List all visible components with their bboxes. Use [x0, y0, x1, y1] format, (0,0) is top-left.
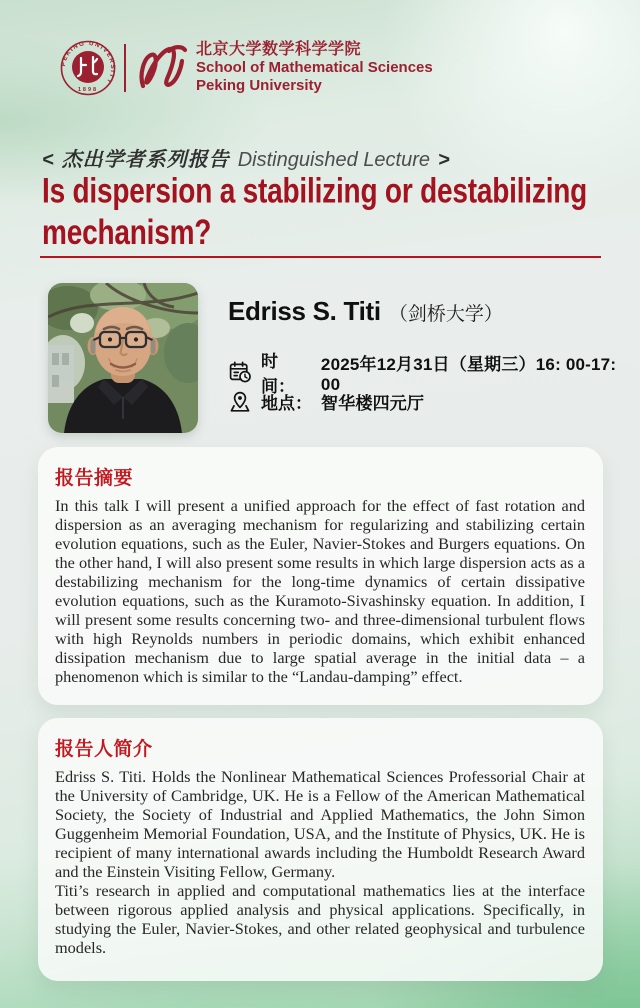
header-brand	[60, 40, 433, 96]
title-underline	[40, 256, 601, 258]
bio-card	[38, 718, 603, 981]
abstract-heading: 报告摘要	[55, 468, 134, 489]
pku-seal-icon	[60, 40, 116, 96]
speaker-photo	[48, 283, 198, 433]
svg-text:1898: 1898	[77, 87, 99, 93]
time-label: 时间：	[261, 352, 295, 396]
bio-body	[55, 767, 585, 957]
org-name-en1: School of Mathematical Sciences	[196, 59, 433, 76]
series-name-cn: 杰出学者系列报告	[61, 149, 230, 171]
map-pin-icon	[228, 390, 252, 414]
brand-text	[196, 41, 433, 95]
svg-text:PEKING UNIVERSITY: PEKING UNIVERSITY	[60, 40, 116, 86]
series-open-bracket: <	[42, 149, 54, 171]
bio-heading: 报告人简介	[55, 739, 153, 760]
abstract-paragraph: In this talk I will present a unified approach for the effect of fast rotation and dispersion as an averaging mechanism for regularizing and stabilizing certain evolution equations, such as the Euler, Navier-Stokes and Burgers equations. On the other hand, I will also present some results in which large dispersion acts as a destabilizing mechanism for the long-time dynamics of certain dissipative evolution equations, such as the Kuramoto-Sivashinsky equation. In addition, I will present some results concerning two- and three-dimensional turbulent flows with high Reynolds numbers in periodic domains, which exhibit enhanced dissipation mechanism due to large spatial average in the initial data – a phenomenon which is similar to the “Landau-damping” effect.	[55, 496, 585, 686]
time-value: 2025年12月31日（星期三）16: 00-17: 00	[320, 354, 617, 394]
series-label	[42, 143, 450, 172]
location-label: 地点：	[261, 394, 312, 413]
org-name-en2: Peking University	[196, 77, 322, 94]
page-title: Is dispersion a stabilizing or destabilizing mechanism?	[42, 171, 588, 252]
bio-paragraph-1: Edriss S. Titi. Holds the Nonlinear Mathematical Sciences Professorial Chair at the University of Cambridge, UK. He is a Fellow of the American Mathematical Society, the Society of Industrial and Applied Mathematics, the John Simon Guggenheim Memorial Foundation, USA, and the Institute of Physics, UK. He is recipient of many international awards including the Humboldt Research Award and the Einstein Visiting Fellow, Germany.	[55, 767, 585, 881]
script-logo-icon	[136, 41, 188, 95]
abstract-card	[38, 447, 603, 705]
speaker-name-row	[228, 296, 503, 327]
series-close-bracket: >	[438, 149, 450, 171]
bio-paragraph-2: Titi’s research in applied and computational mathematics lies at the interface between rigorous applied analysis and physical applications. Specifically, in studying the Euler, Navier-Stokes, and other related geophysical and turbulence models.	[55, 881, 585, 957]
org-name-cn: 北京大学数学科学学院	[196, 41, 362, 58]
location-value: 智华楼四元厅	[321, 394, 425, 413]
speaker-name: Edriss S. Titi	[228, 296, 381, 326]
abstract-body	[55, 496, 585, 686]
location-row	[228, 389, 424, 414]
series-name-en: Distinguished Lecture	[237, 149, 431, 171]
speaker-affiliation: （剑桥大学）	[388, 304, 503, 325]
brand-divider	[124, 44, 126, 92]
calendar-clock-icon	[228, 360, 252, 384]
